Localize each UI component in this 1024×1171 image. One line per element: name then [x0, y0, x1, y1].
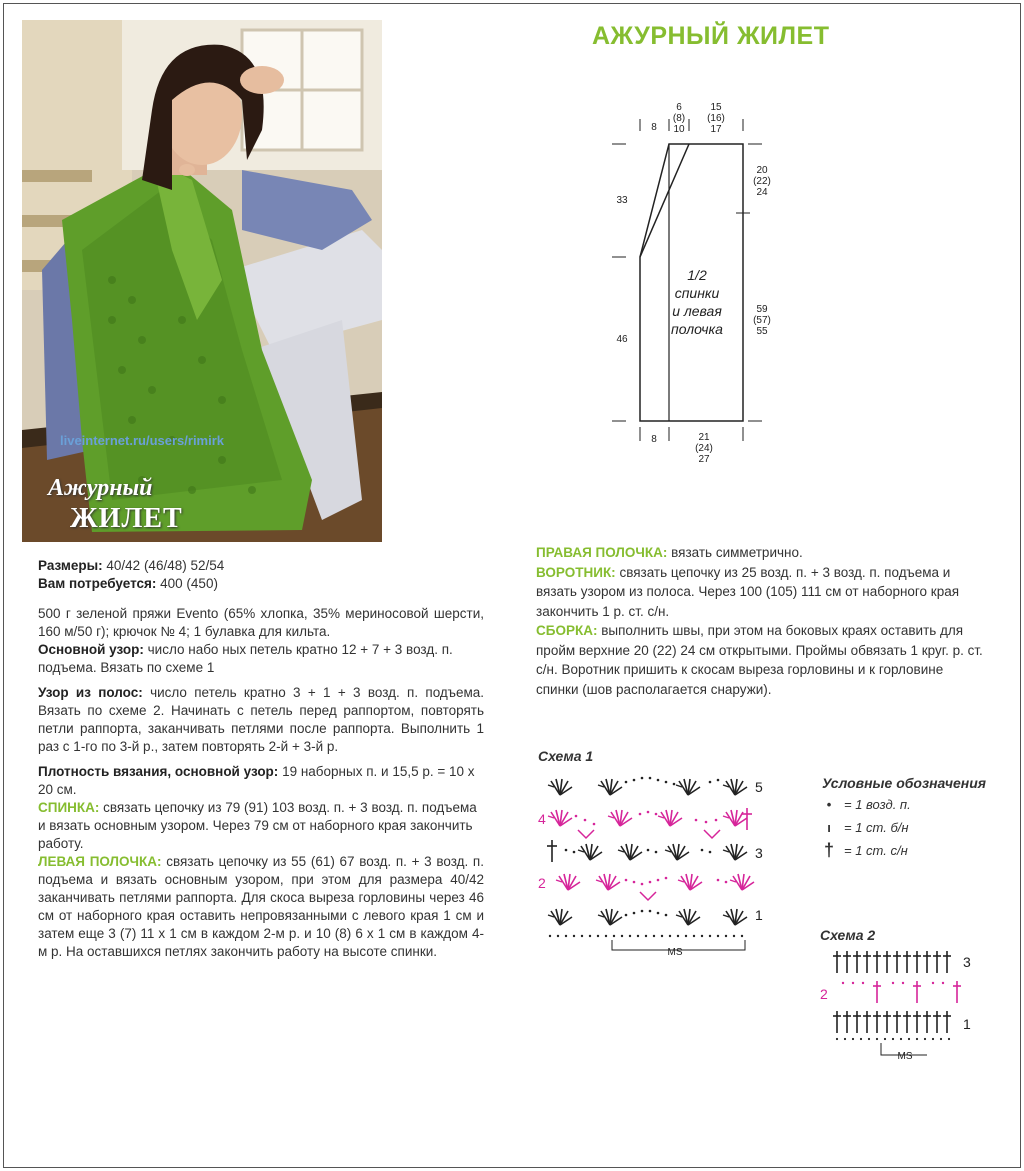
dim-left-lower: 46	[616, 334, 628, 345]
chain-dot-icon: •	[826, 796, 832, 812]
right-front-label: ПРАВАЯ ПОЛОЧКА:	[536, 545, 668, 560]
schema1-row-3: 3	[755, 845, 763, 861]
center-label-3: и левая	[672, 303, 722, 319]
assembly-label: СБОРКА:	[536, 623, 598, 638]
center-label-1: 1/2	[687, 267, 707, 283]
collar-label: ВОРОТНИК:	[536, 564, 616, 580]
collar-line	[536, 563, 986, 622]
center-label-2: спинки	[674, 285, 720, 301]
legend-text-dc: = 1 ст. с/н	[844, 842, 908, 858]
photo-caption-line1: Ажурный	[48, 475, 153, 501]
density-label: Плотность вязания, основной узор:	[38, 764, 279, 779]
legend-title: Условные обозначения	[822, 775, 987, 791]
main-pattern-label: Основной узор:	[38, 642, 144, 657]
collar-text: связать цепочку из 25 возд. п. + 3 возд. п. подъема и вязать узором из полоса. Через 100 (105) 111 см от наборного края закончить 1 р. ст. с/н.	[536, 564, 960, 619]
back-line	[38, 799, 484, 853]
assembly-line	[536, 621, 986, 699]
model-photo	[22, 20, 382, 542]
main-pattern-text: число набо ных петель кратно 12 + 7 + 3 возд. п. подъема. Вязать по схеме 1	[38, 642, 453, 675]
schema2-title: Схема 2	[820, 927, 876, 943]
schema2-repeat-label: MS	[897, 1051, 913, 1062]
left-front-label: ЛЕВАЯ ПОЛОЧКА:	[38, 854, 162, 869]
schema1-title: Схема 1	[538, 748, 594, 764]
stripe-label: Узор из полос:	[38, 685, 143, 700]
legend-text-chain: = 1 возд. п.	[844, 796, 911, 812]
sizes-line	[38, 557, 484, 575]
schema2-row-1: 1	[963, 1016, 971, 1032]
dim-top-right-3: 17	[710, 124, 722, 135]
double-crochet-icon: †	[823, 839, 834, 860]
schema1-row-2: 2	[538, 875, 546, 891]
stripe-text: число петель кратно 3 + 1 + 3 возд. п. подъема. Вязать по схеме 2. Начинать с петель перед раппортом, повторять петли раппорта, заканчивать петлями после раппорта. Выполнить 1 раз с 1-го по 3-й р., затем повторять 2-й + 3-й р.	[38, 685, 484, 754]
single-crochet-icon: ı	[827, 819, 831, 835]
back-label: СПИНКА:	[38, 800, 100, 815]
stripe-line	[38, 684, 484, 756]
page-title: АЖУРНЫЙ ЖИЛЕТ	[592, 22, 830, 50]
right-front-line	[536, 543, 986, 563]
left-front-text: связать цепочку из 55 (61) 67 возд. п. + 3 возд. п. подъема и вязать основным узором, при этом для размера 40/42 заканчивать петлями раппорта. Для скоса выреза горловины через 46 см от наборного края оставить непровязанными с левого края 1 см и затем еще 3 (7) 11 х 1 см в каждом 2-м р. и 10 (8) 6 х 1 см в каждом 4-м р. На оставшихся петлях закончить работу на высоте спинки.	[38, 854, 484, 959]
sizes-label: Размеры:	[38, 558, 103, 573]
legend-item-dc	[822, 840, 986, 860]
schema1-chart	[530, 770, 780, 960]
dim-right-top-2: (22)	[753, 176, 771, 187]
instructions-left	[38, 557, 484, 961]
schema1-row-5: 5	[755, 779, 763, 795]
dim-bottom-right-2: (24)	[695, 443, 713, 454]
assembly-text: выполнить швы, при этом на боковых краях оставить для пройм верхние 20 (22) 24 см открытыми. Проймы обвязать 1 круг. р. ст. с/н. Воротник пришить к скосам выреза горловины и к горловине спинки (шов располагается снаружи).	[536, 623, 983, 697]
right-front-text: вязать симметрично.	[671, 545, 803, 560]
dim-right-lower-3: 55	[756, 326, 768, 337]
photo-caption-line2: ЖИЛЕТ	[70, 503, 183, 534]
schema2-chart	[815, 945, 985, 1065]
schema1-row-1: 1	[755, 907, 763, 923]
dim-right-top-3: 24	[756, 187, 768, 198]
dim-bottom-right-1: 21	[698, 432, 710, 443]
legend-item-chain	[822, 794, 986, 814]
density-text: 19 наборных п. и 15,5 р. = 10 х 20 см.	[38, 764, 475, 797]
yarn-text: 500 г зеленой пряжи Evento (65% хлопка, 35% мериносовой шерсти, 160 м/50 г); крючок № 4; 1 булавка для кильта.	[38, 606, 484, 639]
dim-right-top-1: 20	[756, 165, 768, 176]
dim-top-right-2: (16)	[707, 113, 725, 124]
dim-top-mid-1: 6	[676, 102, 682, 113]
dim-right-lower-1: 59	[756, 304, 768, 315]
site-url: liveinternet.ru/users/rimirk	[60, 433, 225, 448]
legend-text-sc: = 1 ст. б/н	[844, 819, 909, 835]
dim-top-left: 8	[651, 122, 657, 133]
density-line	[38, 763, 484, 799]
dim-bottom-right-3: 27	[698, 454, 710, 465]
schema2-row-3: 3	[963, 954, 971, 970]
schema2-row-2: 2	[820, 986, 828, 1002]
legend	[822, 775, 986, 860]
dim-top-mid-3: 10	[673, 124, 685, 135]
dim-left-upper: 33	[616, 195, 628, 206]
sizes-value: 40/42 (46/48) 52/54	[106, 558, 225, 573]
schema1-repeat-label: MS	[667, 947, 683, 958]
need-line	[38, 575, 484, 593]
need-value: 400 (450)	[160, 576, 218, 591]
dim-top-mid-2: (8)	[672, 113, 686, 124]
need-label: Вам потребуется:	[38, 576, 157, 591]
back-text: связать цепочку из 79 (91) 103 возд. п. + 3 возд. п. подъема и вязать основным узором. Через 79 см от наборного края закончить работу.	[38, 800, 477, 851]
dim-right-lower-2: (57)	[753, 315, 771, 326]
instructions-right	[536, 543, 986, 699]
dim-bottom-left: 8	[651, 434, 657, 445]
dim-top-right-1: 15	[710, 102, 722, 113]
garment-schematic	[600, 95, 800, 475]
main-pattern-line	[38, 641, 484, 677]
center-label-4: полочка	[671, 321, 723, 337]
legend-item-sc	[822, 817, 986, 837]
left-front-line	[38, 853, 484, 961]
schema1-row-4: 4	[538, 811, 546, 827]
